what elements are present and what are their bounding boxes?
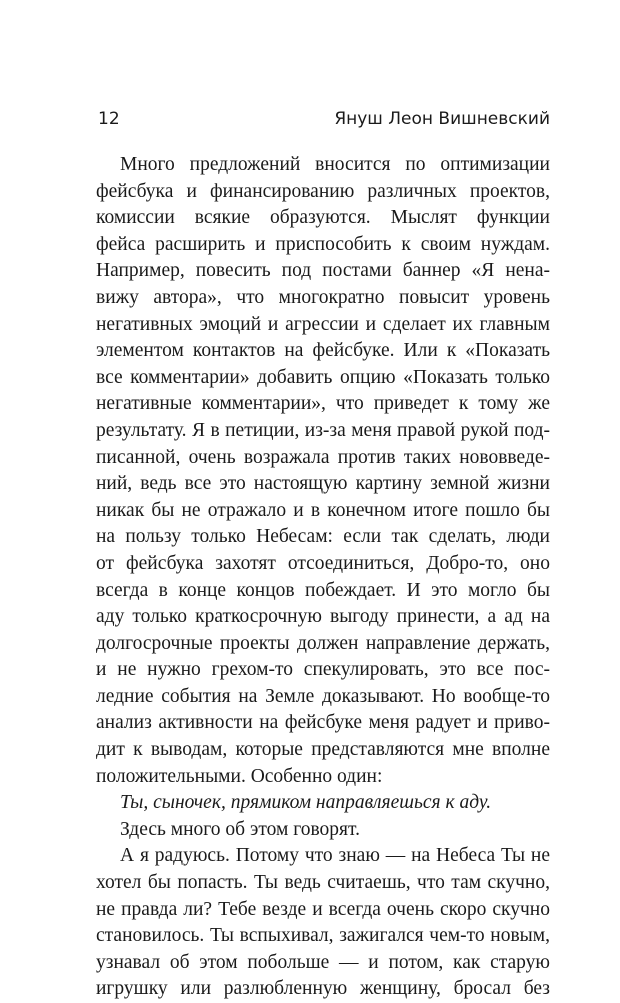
page-number: 12 — [98, 109, 120, 129]
text-line: ний, ведь все это настоящую картину земной жизни — [96, 473, 550, 495]
text-line: ледние события на Земле доказывают. Но вообще-то — [96, 685, 550, 707]
text-line: не правда ли? Тебе везде и всегда очень скоро скучно — [96, 898, 550, 920]
text-line: фейсбука и финансированию различных проектов, — [96, 180, 550, 202]
text-line: никак бы не отражало и в конечном итоге пошло бы — [96, 499, 550, 521]
text-line: А я радуюсь. Потому что знаю — на Небеса Ты не — [120, 845, 550, 867]
text-line: от фейсбука захотят отсоединиться, Добро-то, оно — [96, 552, 550, 574]
text-line: негативных эмоций и агрессии и сделает их главным — [96, 313, 550, 335]
text-line: фейса расширить и приспособить к своим нуждам. — [96, 233, 550, 255]
text-line: дит к выводам, которые представляются мне вполне — [96, 739, 550, 761]
text-line: и не нужно грехом-то спекулировать, это все пос- — [96, 659, 550, 681]
text-line: негативные комментарии», что приведет к тому же — [96, 393, 550, 415]
text-line: игрушку или разлюбленную женщину, бросал без — [96, 978, 550, 1000]
italic-quote-line: Ты, сыночек, прямиком направляешься к аду. — [120, 792, 492, 814]
text-line: писанной, очень возражала против таких нововведе- — [96, 446, 550, 468]
text-line: комиссии всякие образуются. Мыслят функции — [96, 207, 550, 229]
text-line: результату. Я в петиции, из-за меня правой рукой под- — [96, 419, 550, 441]
body-text — [96, 152, 550, 1003]
text-line: аду только краткосрочную выгоду принести, а ад на — [96, 606, 550, 628]
text-line: все комментарии» добавить опцию «Показать только — [96, 366, 550, 388]
running-title: Януш Леон Вишневский — [334, 109, 550, 129]
text-line: хотел бы попасть. Ты ведь считаешь, что там скучно, — [96, 872, 550, 894]
text-line: узнавал об этом побольше — и потом, как старую — [96, 951, 550, 973]
text-line: Здесь много об этом говорят. — [120, 818, 360, 840]
text-line: положительными. Особенно один: — [96, 765, 383, 787]
text-line: на пользу только Небесам: если так сделать, люди — [96, 526, 550, 548]
text-line: становилось. Ты вспыхивал, зажигался чем-то новым, — [96, 925, 550, 947]
text-line: Например, повесить под постами баннер «Я нена- — [96, 260, 550, 282]
text-line: элементом контактов на фейсбуке. Или к «Показать — [96, 340, 550, 362]
text-line: анализ активности на фейсбуке меня радует и приво- — [96, 712, 550, 734]
text-line: вижу автора», что многократно повысит уровень — [96, 286, 550, 308]
text-line: всегда в конце концов побеждает. И это могло бы — [96, 579, 550, 601]
page-header — [96, 104, 550, 134]
text-line: долгосрочные проекты должен направление держать, — [96, 632, 550, 654]
text-line: Много предложений вносится по оптимизации — [120, 154, 550, 175]
